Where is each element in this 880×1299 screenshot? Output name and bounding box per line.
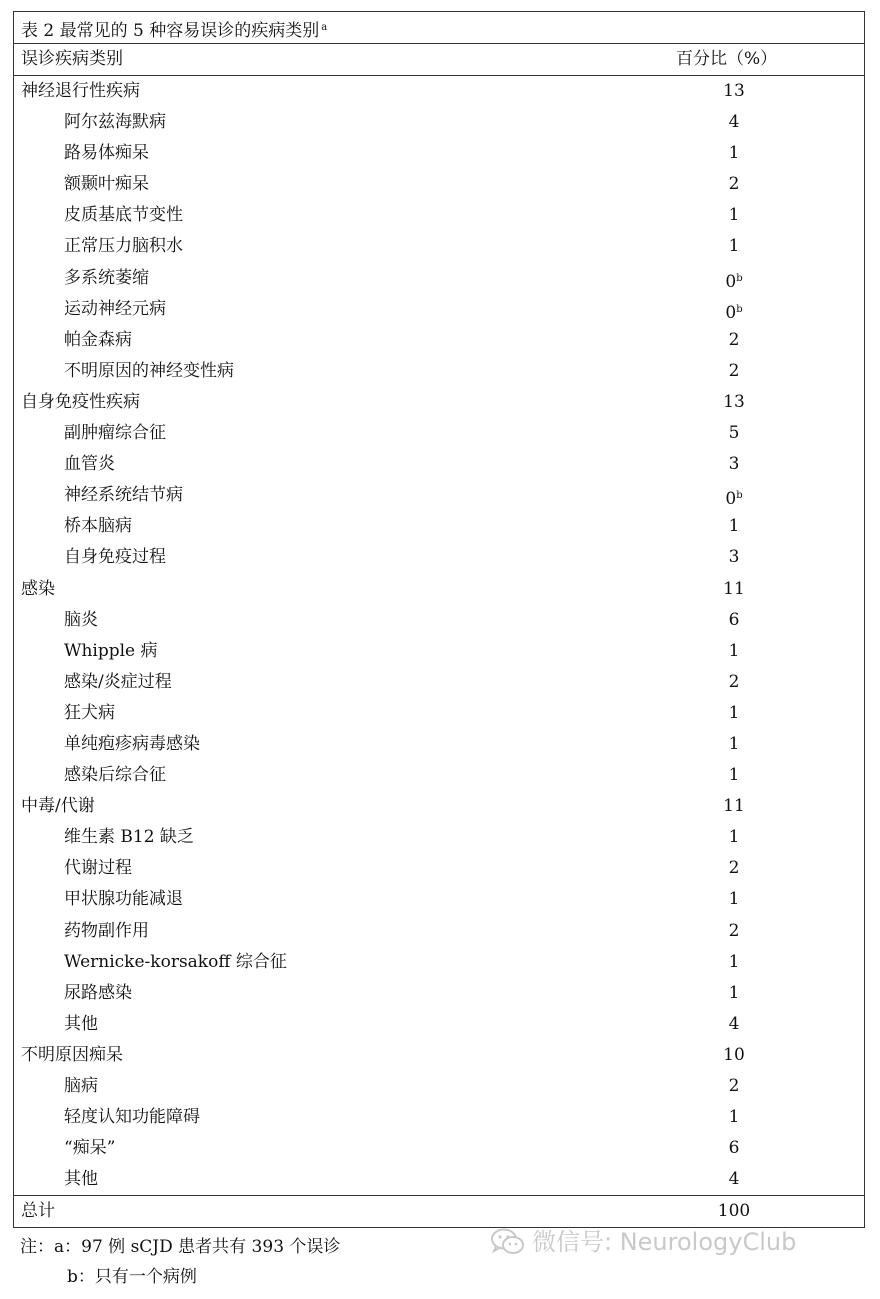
- row-value-number: 2: [728, 858, 740, 879]
- row-value-number: 1: [728, 640, 740, 661]
- table-row-subcategory: [14, 822, 864, 853]
- row-value: [714, 1164, 754, 1195]
- row-label: Whipple 病: [64, 640, 158, 661]
- row-value-number: 2: [728, 1076, 740, 1096]
- table-row-subcategory: [14, 449, 864, 480]
- row-label: 尿路感染: [64, 982, 132, 1003]
- table-row-subcategory: [14, 1164, 864, 1195]
- row-label: 自身免疫过程: [64, 547, 166, 568]
- footnote-a: 注：a：97 例 sCJD 患者共有 393 个误诊: [20, 1237, 341, 1258]
- row-label: 单纯疱疹病毒感染: [64, 733, 200, 754]
- row-footnote-marker: b: [736, 490, 743, 502]
- row-value: [714, 356, 754, 387]
- row-value-number: 2: [728, 174, 740, 195]
- row-value: [714, 729, 754, 760]
- row-value: [714, 169, 754, 200]
- table-row-subcategory: [14, 418, 864, 449]
- row-value-number: 1: [728, 951, 740, 972]
- row-value: [714, 200, 754, 231]
- table-row-subcategory: [14, 853, 864, 884]
- row-value-number: 1: [728, 205, 740, 226]
- row-value-number: 1: [728, 702, 740, 723]
- row-value: [714, 605, 754, 636]
- table-row-subcategory: [14, 916, 864, 947]
- table-row-category: [14, 387, 864, 418]
- table-row-subcategory: [14, 263, 864, 294]
- row-label: 血管炎: [64, 454, 115, 475]
- row-value-number: 1: [728, 733, 740, 754]
- table-row-category: [14, 574, 864, 605]
- row-label: 感染后综合征: [64, 765, 166, 786]
- row-label: 轻度认知功能障碍: [64, 1107, 200, 1128]
- table-row-subcategory: [14, 1071, 864, 1102]
- row-value-number: 13: [723, 391, 745, 412]
- row-value-number: 1: [728, 827, 740, 848]
- table-row-subcategory: [14, 138, 864, 169]
- table-row-subcategory: [14, 231, 864, 262]
- row-value: [714, 636, 754, 667]
- column-header-percent: 百分比（%）: [676, 49, 778, 69]
- table-row-subcategory: [14, 542, 864, 573]
- table-row-total: [14, 1195, 864, 1227]
- row-value-number: 13: [723, 81, 745, 101]
- row-value-number: 6: [728, 609, 740, 630]
- table-row-subcategory: [14, 294, 864, 325]
- row-value: [714, 791, 754, 822]
- watermark-text: 微信号: NeurologyClub: [532, 1228, 797, 1256]
- row-value-number: 1: [728, 143, 740, 164]
- row-value: [714, 978, 754, 1009]
- table-row-subcategory: [14, 169, 864, 200]
- table-row-subcategory: [14, 1102, 864, 1133]
- row-label: 运动神经元病: [64, 298, 166, 319]
- table-row-subcategory: [14, 884, 864, 915]
- table-row-subcategory: [14, 480, 864, 511]
- row-value: [714, 760, 754, 791]
- row-label: 副肿瘤综合征: [64, 423, 166, 444]
- row-value-number: 2: [728, 329, 740, 350]
- row-value: [714, 480, 754, 515]
- row-label: 皮质基底节变性: [64, 205, 183, 226]
- column-header-category: 误诊疾病类别: [21, 49, 123, 69]
- row-value: [714, 542, 754, 573]
- table-row-subcategory: [14, 1009, 864, 1040]
- row-value: [714, 667, 754, 698]
- table-row-subcategory: [14, 760, 864, 791]
- row-label: 其他: [64, 1013, 98, 1034]
- row-value-number: 3: [728, 454, 740, 475]
- table-row-subcategory: [14, 511, 864, 542]
- row-value: [714, 884, 754, 915]
- row-value: [714, 947, 754, 978]
- table-row-subcategory: [14, 667, 864, 698]
- row-label: 维生素 B12 缺乏: [64, 827, 194, 848]
- total-value: 100: [717, 1201, 751, 1222]
- table-row-subcategory: [14, 200, 864, 231]
- row-value-number: 11: [723, 578, 745, 599]
- row-value: [714, 294, 754, 329]
- row-value: [714, 387, 754, 418]
- row-label: 狂犬病: [64, 702, 115, 723]
- row-label: 药物副作用: [64, 920, 149, 941]
- caption-footnote-marker: a: [321, 22, 328, 33]
- table-caption-text: 表 2 最常见的 5 种容易误诊的疾病类别: [21, 21, 320, 41]
- row-value: [714, 574, 754, 605]
- row-footnote-marker: b: [736, 303, 743, 315]
- row-value-number: 1: [728, 982, 740, 1003]
- row-value: [714, 138, 754, 169]
- row-value-number: 10: [723, 1044, 745, 1065]
- row-value-number: 3: [728, 547, 740, 568]
- row-value: [714, 1133, 754, 1164]
- row-value-number: 1: [728, 1107, 740, 1128]
- row-value: [714, 1040, 754, 1071]
- row-label: 帕金森病: [64, 329, 132, 350]
- row-value-number: 11: [723, 796, 745, 817]
- row-label: 其他: [64, 1169, 98, 1190]
- table-row-subcategory: [14, 1133, 864, 1164]
- row-label: 中毒/代谢: [21, 796, 95, 817]
- row-value: [714, 1071, 754, 1102]
- row-value: [714, 698, 754, 729]
- row-label: 神经退行性疾病: [21, 81, 140, 101]
- row-label: 甲状腺功能减退: [64, 889, 183, 910]
- row-value-number: 4: [728, 1013, 740, 1034]
- row-value-number: 4: [728, 112, 740, 133]
- row-value-number: 2: [728, 671, 740, 692]
- row-value-number: 1: [728, 765, 740, 786]
- row-value: [714, 916, 754, 947]
- row-value-number: 1: [728, 889, 740, 910]
- table-row-subcategory: [14, 605, 864, 636]
- row-value-number: 5: [728, 423, 740, 444]
- row-label: Wernicke-korsakoff 综合征: [64, 951, 287, 972]
- table-row-subcategory: [14, 698, 864, 729]
- row-value-number: 4: [728, 1169, 740, 1190]
- row-footnote-marker: b: [736, 272, 743, 284]
- row-value: [714, 418, 754, 449]
- row-value: [714, 511, 754, 542]
- row-label: 多系统萎缩: [64, 267, 149, 288]
- row-label: 自身免疫性疾病: [21, 391, 140, 412]
- watermark: [490, 1226, 796, 1258]
- row-value: [714, 822, 754, 853]
- table-row-subcategory: [14, 325, 864, 356]
- row-value-number: 1: [728, 516, 740, 537]
- table-row-subcategory: [14, 947, 864, 978]
- row-value: [714, 449, 754, 480]
- row-value: [714, 231, 754, 262]
- table-caption: [14, 12, 864, 44]
- row-label: 路易体痴呆: [64, 143, 149, 164]
- row-label: 不明原因痴呆: [21, 1044, 123, 1065]
- document: [13, 11, 865, 1292]
- row-value-number: 2: [728, 360, 740, 381]
- row-value: [714, 263, 754, 298]
- row-value: [714, 1009, 754, 1040]
- row-value: [714, 853, 754, 884]
- row-value-number: 2: [728, 920, 740, 941]
- row-label: 不明原因的神经变性病: [64, 360, 234, 381]
- row-label: 感染: [21, 578, 55, 599]
- row-value: [714, 325, 754, 356]
- footnote-b: b：只有一个病例: [67, 1267, 197, 1288]
- table-row-category: [14, 791, 864, 822]
- row-label: 桥本脑病: [64, 516, 132, 537]
- table-row-subcategory: [14, 356, 864, 387]
- row-label: 阿尔兹海默病: [64, 112, 166, 133]
- row-label: 代谢过程: [64, 858, 132, 879]
- row-label: “痴呆”: [64, 1138, 116, 1159]
- row-label: 感染/炎症过程: [64, 671, 172, 692]
- table-row-subcategory: [14, 729, 864, 760]
- row-value: [714, 107, 754, 138]
- table-row-category: [14, 1040, 864, 1071]
- row-value-number: 1: [728, 236, 740, 257]
- total-label: 总计: [21, 1201, 55, 1222]
- row-label: 脑病: [64, 1076, 98, 1096]
- row-value-number: 0: [725, 302, 737, 323]
- row-value-number: 0: [725, 271, 737, 292]
- row-label: 脑炎: [64, 609, 98, 630]
- wechat-icon: [490, 1228, 526, 1256]
- row-label: 神经系统结节病: [64, 485, 183, 506]
- table-row-subcategory: [14, 636, 864, 667]
- data-table: [13, 11, 865, 1228]
- row-value-number: 0: [725, 489, 737, 510]
- row-label: 正常压力脑积水: [64, 236, 183, 257]
- row-label: 额颞叶痴呆: [64, 174, 149, 195]
- table-row-subcategory: [14, 978, 864, 1009]
- table-row-subcategory: [14, 107, 864, 138]
- row-value: [714, 1102, 754, 1133]
- table-header: [14, 44, 864, 76]
- table-body: [14, 76, 864, 1195]
- row-value: [714, 76, 754, 107]
- table-row-category: [14, 76, 864, 107]
- row-value-number: 6: [728, 1138, 740, 1159]
